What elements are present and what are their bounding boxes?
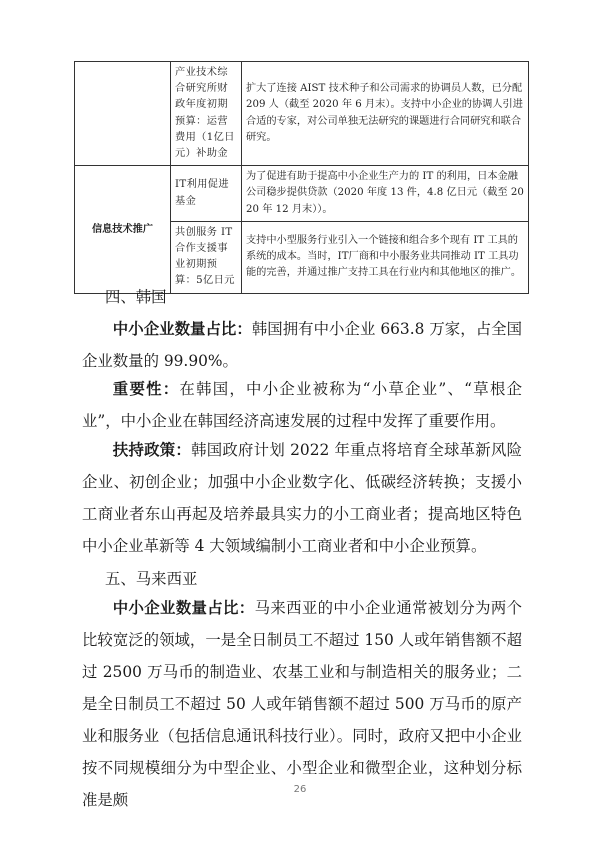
description-cell: 支持中小型服务行业引入一个链接和组合多个现有 IT 工具的系统的成本。当时，IT厂商和中小服务业共同推动 IT 工具功能的完善，并通过推广支持工具在行业内和其他地区的推广。 (242, 221, 529, 293)
program-cell: 产业技术综合研究所财政年度初期预算：运营费用（1亿日元）补助金 (171, 62, 242, 166)
paragraph-lead: 重要性： (112, 380, 180, 398)
page-number: 26 (293, 784, 307, 795)
paragraph-lead: 扶持政策： (112, 441, 192, 459)
category-cell: 信息技术推广 (75, 166, 171, 293)
category-cell (75, 62, 171, 166)
table-row (75, 62, 529, 166)
paragraph-text: 韩国拥有中小企业 663.8 万家，占全国企业数量的 99.90%。 (82, 320, 522, 370)
paragraph (82, 592, 522, 816)
table-row (75, 166, 529, 222)
program-cell: 共创服务 IT合作支援事业初期预算：5亿日元 (171, 221, 242, 293)
policy-table (74, 61, 529, 294)
paragraph-text: 韩国政府计划 2022 年重点将培育全球革新风险企业、初创企业；加强中小企业数字化、低碳经济转换；支援小工商业者东山再起及培养最具实力的小工商业者；提高地区特色中小企业革新等 4 大领域编制小工商业者和中小企业预算。 (82, 441, 522, 555)
program-cell: IT利用促进基金 (171, 166, 242, 222)
section-heading: 五、马来西亚 (105, 570, 198, 588)
description-cell: 扩大了连接 AIST 技术种子和公司需求的协调员人数，已分配 209 人（截至 2020 年 6 月末）。支持中小企业的协调人引进合适的专家，对公司单独无法研究的课题进行合同研究和联合研究。 (242, 62, 529, 166)
paragraph-lead: 中小企业数量占比： (112, 320, 252, 338)
paragraph-text: 马来西亚的中小企业通常被划分为两个比较宽泛的领域，一是全日制员工不超过 150 人或年销售额不超过 2500 万马币的制造业、农基工业和与制造相关的服务业；二是全日制员工不超过 50 人或年销售额不超过 500 万马币的原产业和服务业（包括信息通讯科技行业）。同时，政府又把中小企业按不同规模细分为中型企业、小型企业和微型企业，这种划分标准是颇 (82, 599, 522, 809)
paragraph (82, 373, 522, 437)
description-cell: 为了促进有助于提高中小企业生产力的 IT 的利用，日本金融公司稳步提供贷款（2020 年度 13 件，4.8 亿日元（截至 2020 年 12 月末））。 (242, 166, 529, 222)
paragraph-text: 在韩国，中小企业被称为“小草企业”、“草根企业”，中小企业在韩国经济高速发展的过程中发挥了重要作用。 (82, 380, 522, 430)
paragraph (82, 313, 522, 377)
paragraph (82, 434, 522, 562)
paragraph-lead: 中小企业数量占比： (112, 599, 255, 617)
section-heading: 四、韩国 (105, 288, 167, 306)
